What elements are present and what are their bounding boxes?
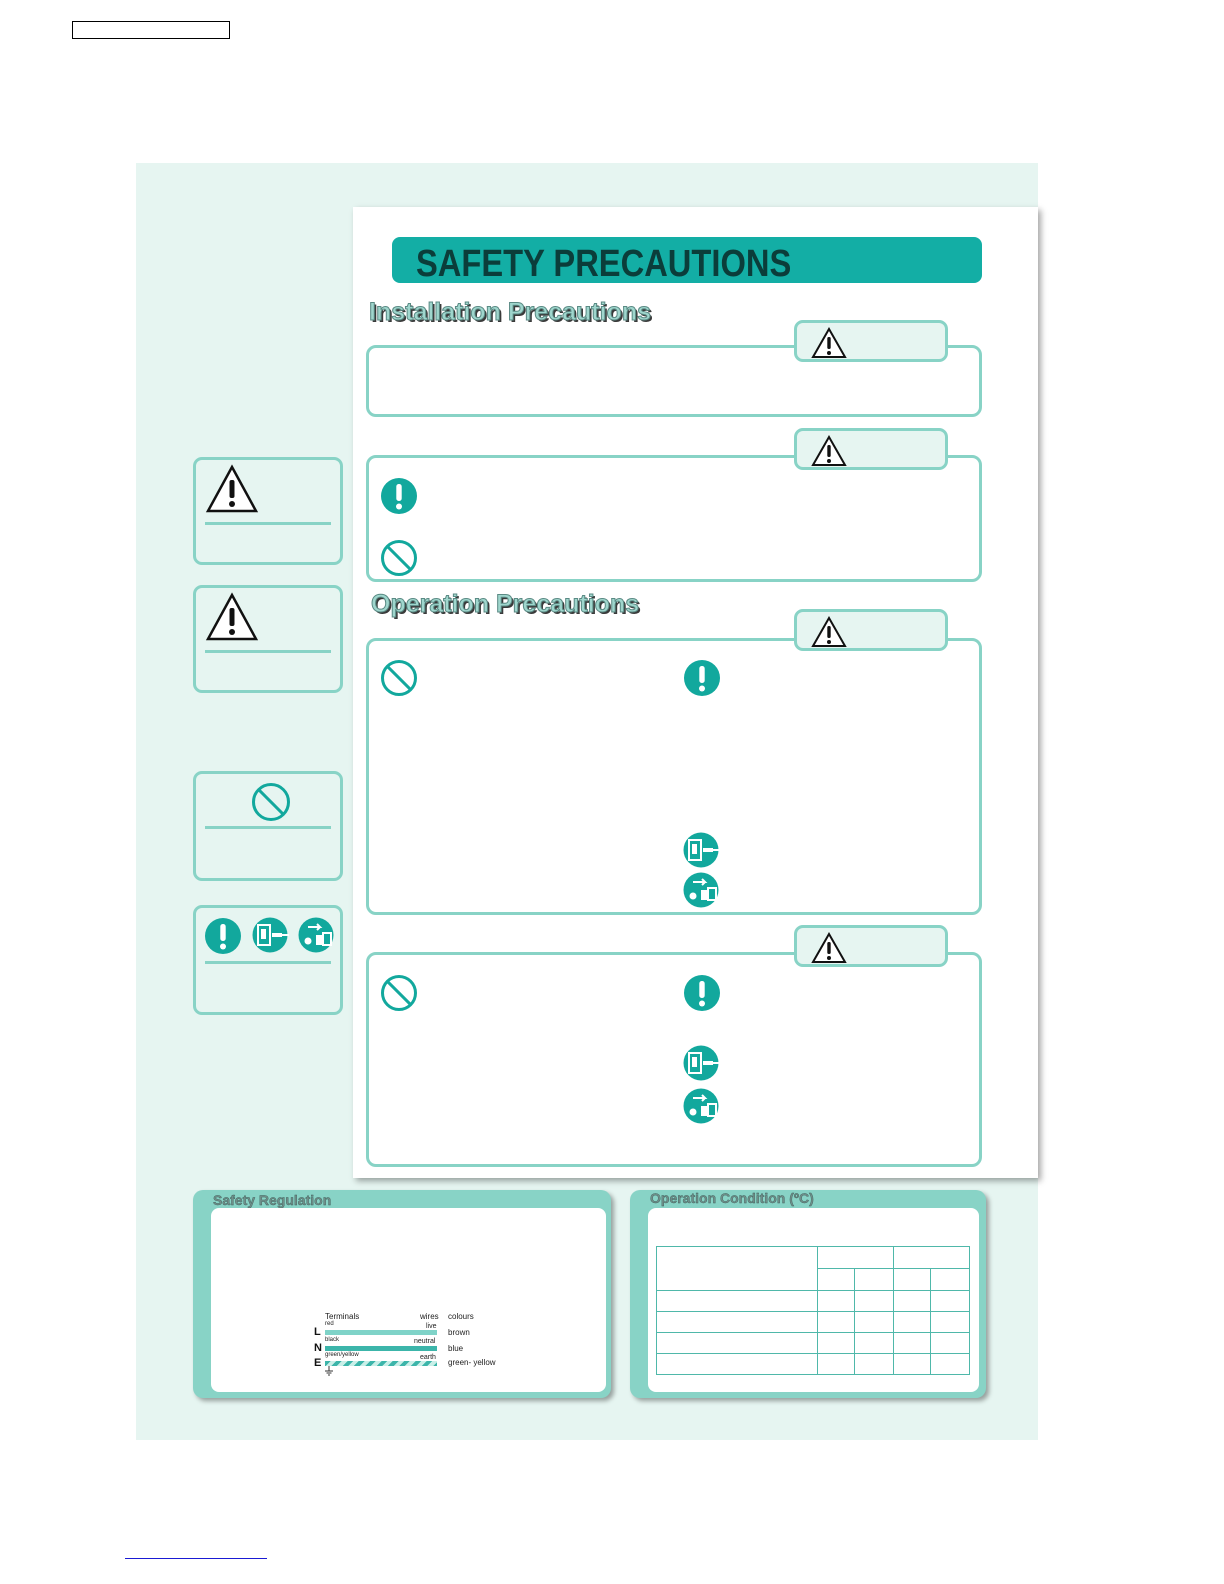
switch-off-breaker-icon bbox=[683, 1088, 721, 1124]
terminal-colour: red bbox=[325, 1321, 334, 1327]
table-row bbox=[657, 1354, 970, 1375]
operation-condition-table bbox=[656, 1246, 970, 1375]
mandatory-exclamation-icon bbox=[683, 974, 721, 1012]
footer-link-underline[interactable] bbox=[125, 1558, 267, 1559]
table-row bbox=[657, 1291, 970, 1312]
terminal-letter: L bbox=[314, 1326, 321, 1338]
warning-triangle-icon bbox=[205, 464, 259, 514]
table-subheader-cell bbox=[855, 1269, 894, 1291]
wire-colour: brown bbox=[448, 1328, 470, 1337]
operation-caution-box bbox=[366, 952, 982, 1167]
operation-warning-box bbox=[366, 638, 982, 915]
wire-name: live bbox=[426, 1323, 437, 1330]
header-placeholder-box bbox=[72, 21, 230, 39]
live-wire bbox=[325, 1330, 437, 1335]
terminal-letter: E bbox=[314, 1357, 322, 1369]
wiring-diagram bbox=[310, 1310, 510, 1380]
caution-tab bbox=[794, 925, 948, 967]
table-row bbox=[657, 1312, 970, 1333]
ground-symbol-icon bbox=[324, 1366, 334, 1376]
mandatory-exclamation-icon bbox=[380, 477, 418, 515]
wire-name: earth bbox=[420, 1354, 436, 1361]
table-header-cell bbox=[657, 1247, 818, 1291]
warning-tab bbox=[794, 320, 948, 362]
prohibited-circle-icon bbox=[380, 539, 418, 577]
unplug-icon bbox=[683, 832, 721, 868]
warning-triangle-icon bbox=[205, 592, 259, 642]
table-header-cell bbox=[818, 1247, 894, 1269]
mandatory-exclamation-icon bbox=[683, 659, 721, 697]
safety-regulation-title: Safety Regulation bbox=[213, 1192, 332, 1208]
terminal-colour: green/yellow bbox=[325, 1352, 359, 1358]
legend-mandatory-box bbox=[193, 905, 343, 1015]
table-subheader-cell bbox=[931, 1269, 970, 1291]
wire-name: neutral bbox=[414, 1338, 436, 1345]
neutral-wire bbox=[325, 1346, 437, 1351]
switch-off-breaker-icon bbox=[683, 872, 721, 908]
installation-caution-box bbox=[366, 455, 982, 582]
colours-header: colours bbox=[448, 1312, 474, 1321]
warning-triangle-icon bbox=[811, 327, 847, 359]
terminal-letter: N bbox=[314, 1342, 322, 1354]
table-header-cell bbox=[894, 1247, 970, 1269]
terminal-colour: black bbox=[325, 1337, 340, 1343]
legend-prohibited-box bbox=[193, 771, 343, 881]
installation-precautions-heading: Installation Precautions bbox=[369, 298, 652, 326]
earth-wire bbox=[325, 1361, 437, 1366]
table-subheader-cell bbox=[894, 1269, 931, 1291]
wire-colour: green- yellow bbox=[448, 1358, 496, 1367]
mandatory-exclamation-icon bbox=[204, 917, 242, 955]
unplug-icon bbox=[683, 1045, 721, 1081]
terminals-header: Terminals bbox=[325, 1312, 360, 1321]
warning-triangle-icon bbox=[811, 435, 847, 467]
wires-header: wires bbox=[420, 1312, 439, 1321]
warning-tab bbox=[794, 609, 948, 651]
table-subheader-cell bbox=[818, 1269, 855, 1291]
unplug-icon bbox=[252, 917, 290, 953]
prohibited-circle-icon bbox=[380, 659, 418, 697]
prohibited-circle-icon bbox=[251, 782, 291, 822]
warning-triangle-icon bbox=[811, 932, 847, 964]
warning-triangle-icon bbox=[811, 616, 847, 648]
switch-off-breaker-icon bbox=[298, 917, 336, 953]
legend-warning-box bbox=[193, 457, 343, 565]
page-title: SAFETY PRECAUTIONS bbox=[416, 243, 792, 285]
operation-precautions-heading: Operation Precautions bbox=[371, 590, 640, 618]
operation-condition-title: Operation Condition (ºC) bbox=[650, 1190, 814, 1206]
prohibited-circle-icon bbox=[380, 974, 418, 1012]
legend-caution-box bbox=[193, 585, 343, 693]
table-row bbox=[657, 1333, 970, 1354]
caution-tab bbox=[794, 428, 948, 470]
wire-colour: blue bbox=[448, 1344, 464, 1353]
